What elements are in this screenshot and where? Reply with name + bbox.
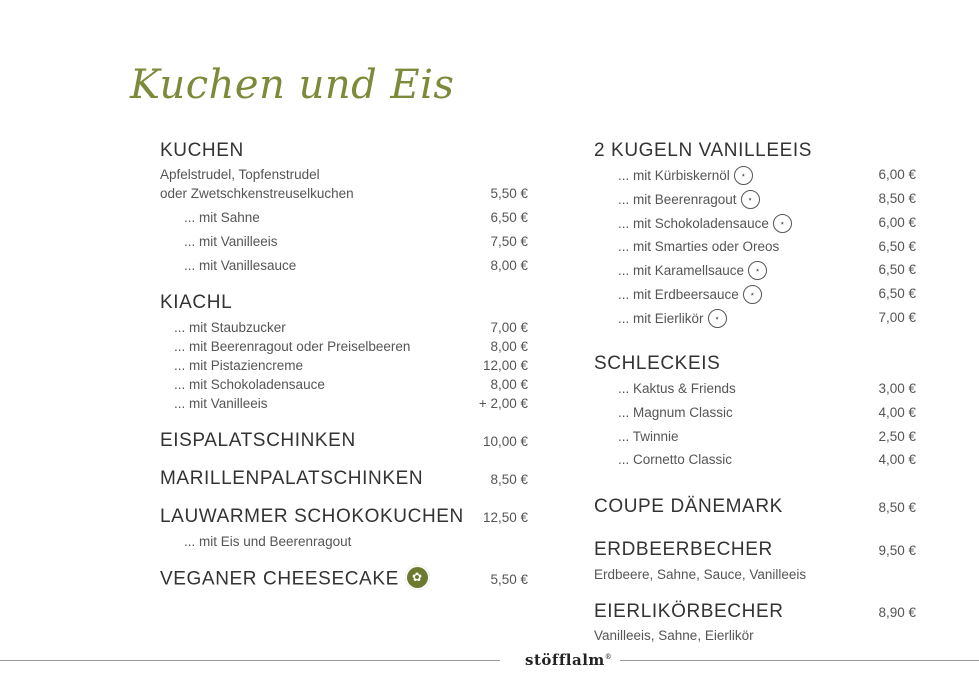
item-price: 4,00 € — [878, 452, 916, 467]
item-label: ... mit Vanilleeis — [184, 234, 278, 249]
section-heading: VEGANER CHEESECAKE — [160, 568, 399, 590]
section-heading: KUCHEN — [160, 140, 244, 161]
item-price: 6,50 € — [878, 286, 916, 301]
item-price: 7,00 € — [490, 320, 528, 335]
menu-item — [160, 358, 528, 373]
item-label: oder Zwetschkenstreuselkuchen — [160, 186, 354, 201]
section-schleckeis — [594, 353, 916, 375]
menu-item — [594, 286, 916, 305]
brand-logo — [525, 651, 612, 669]
section-kuchen — [160, 140, 528, 162]
item-price: 8,50 € — [878, 500, 916, 515]
item-price: 5,50 € — [490, 186, 528, 201]
menu-item — [160, 258, 528, 273]
allergen-badge-icon: ⋆ — [743, 285, 762, 304]
section-eierlikoerbecher — [594, 601, 916, 623]
menu-item — [594, 429, 916, 444]
section-vanilleeis — [594, 140, 916, 162]
allergen-badge-icon: ⋆ — [773, 214, 792, 233]
section-heading: COUPE DÄNEMARK — [594, 496, 783, 517]
section-heading: KIACHL — [160, 292, 233, 313]
allergen-badge-icon: ⋆ — [741, 190, 760, 209]
footer-divider-right — [620, 660, 979, 661]
item-price: 6,50 € — [878, 239, 916, 254]
item-price: 12,00 € — [482, 358, 528, 373]
item-label: ... mit Beerenragout oder Preiselbeeren — [174, 339, 411, 354]
menu-item — [594, 262, 916, 281]
item-price: 7,50 € — [490, 234, 528, 249]
item-price: + 2,00 € — [478, 396, 528, 411]
section-coupe — [594, 496, 916, 518]
menu-item — [594, 381, 916, 396]
section-schokokuchen — [160, 506, 528, 528]
menu-item — [160, 396, 528, 411]
menu-description — [594, 567, 916, 582]
menu-item — [160, 210, 528, 225]
menu-item — [160, 234, 528, 249]
item-price: 6,00 € — [878, 215, 916, 230]
item-price: 2,50 € — [878, 429, 916, 444]
menu-item — [160, 339, 528, 354]
item-price: 6,00 € — [878, 167, 916, 182]
allergen-badge-icon: ⋆ — [734, 166, 753, 185]
section-heading: SCHLECKEIS — [594, 353, 721, 374]
item-label: ... Magnum Classic — [618, 405, 733, 420]
description-line: Vanilleeis, Sahne, Eierlikör — [594, 628, 754, 643]
item-price: 8,90 € — [878, 605, 916, 620]
menu-item — [594, 167, 916, 186]
item-label: ... Twinnie — [618, 429, 679, 444]
section-heading: EIERLIKÖRBECHER — [594, 601, 784, 622]
item-price: 6,50 € — [490, 210, 528, 225]
item-price: 7,00 € — [878, 310, 916, 325]
item-price: 8,00 € — [490, 339, 528, 354]
section-cheesecake — [160, 567, 528, 592]
item-label: ... mit Schokoladensauce — [618, 216, 769, 232]
item-price: 3,00 € — [878, 381, 916, 396]
item-label: ... mit Schokoladensauce — [174, 377, 325, 392]
menu-item — [160, 377, 528, 392]
item-price: 10,00 € — [482, 434, 528, 449]
item-label: ... Kaktus & Friends — [618, 381, 736, 396]
item-label: ... mit Eis und Beerenragout — [184, 534, 352, 549]
section-heading-wrap — [160, 567, 528, 592]
menu-item — [594, 405, 916, 420]
menu-item — [160, 320, 528, 335]
menu-item — [594, 215, 916, 234]
menu-item — [160, 186, 528, 201]
section-heading: EISPALATSCHINKEN — [160, 430, 356, 451]
item-price: 9,50 € — [878, 543, 916, 558]
section-heading: MARILLENPALATSCHINKEN — [160, 468, 424, 489]
description-line: Erdbeere, Sahne, Sauce, Vanilleeis — [594, 567, 807, 582]
item-label: ... Cornetto Classic — [618, 452, 733, 467]
item-label: ... mit Vanilleeis — [174, 396, 268, 411]
item-label: ... mit Pistaziencreme — [174, 358, 304, 373]
item-price: 5,50 € — [490, 572, 528, 587]
menu-description — [160, 167, 528, 182]
item-price: 8,50 € — [878, 191, 916, 206]
section-heading: ERDBEERBECHER — [594, 539, 773, 560]
page-title: Kuchen und Eis — [130, 62, 455, 108]
menu-item — [594, 191, 916, 210]
menu-description — [594, 628, 916, 643]
footer-divider-left — [0, 660, 500, 661]
vegan-badge-icon: ✿ — [405, 565, 430, 590]
registered-mark: ® — [604, 653, 613, 661]
section-erdbeerbecher — [594, 539, 916, 561]
item-price: 8,00 € — [490, 377, 528, 392]
item-price: 12,50 € — [482, 510, 528, 525]
item-label: ... mit Vanillesauce — [184, 258, 297, 273]
item-price: 4,00 € — [878, 405, 916, 420]
item-label: ... mit Staubzucker — [174, 320, 286, 335]
menu-item — [160, 534, 528, 549]
item-label: ... mit Sahne — [184, 210, 260, 225]
item-price: 8,00 € — [490, 258, 528, 273]
item-label: ... mit Beerenragout — [618, 192, 737, 208]
menu-item — [594, 310, 916, 329]
item-price: 8,50 € — [490, 472, 528, 487]
menu-item — [594, 239, 916, 254]
section-marillenpalatschinken — [160, 468, 528, 490]
item-label: ... mit Eierlikör — [618, 311, 704, 327]
section-eispalatschinken — [160, 430, 528, 452]
brand-logo-text: stöfflalm — [525, 651, 605, 669]
allergen-badge-icon: ⋆ — [748, 261, 767, 280]
item-price: 6,50 € — [878, 262, 916, 277]
menu-item — [594, 452, 916, 467]
section-heading: LAUWARMER SCHOKOKUCHEN — [160, 506, 464, 527]
item-label: ... mit Kürbiskernöl — [618, 168, 730, 184]
section-heading: 2 KUGELN VANILLEEIS — [594, 140, 813, 161]
item-label: ... mit Erdbeersauce — [618, 287, 739, 303]
description-line: Apfelstrudel, Topfenstrudel — [160, 167, 320, 182]
item-label: ... mit Smarties oder Oreos — [618, 239, 780, 254]
allergen-badge-icon: ⋆ — [708, 309, 727, 328]
item-label: ... mit Karamellsauce — [618, 263, 745, 279]
section-kiachl — [160, 292, 528, 314]
